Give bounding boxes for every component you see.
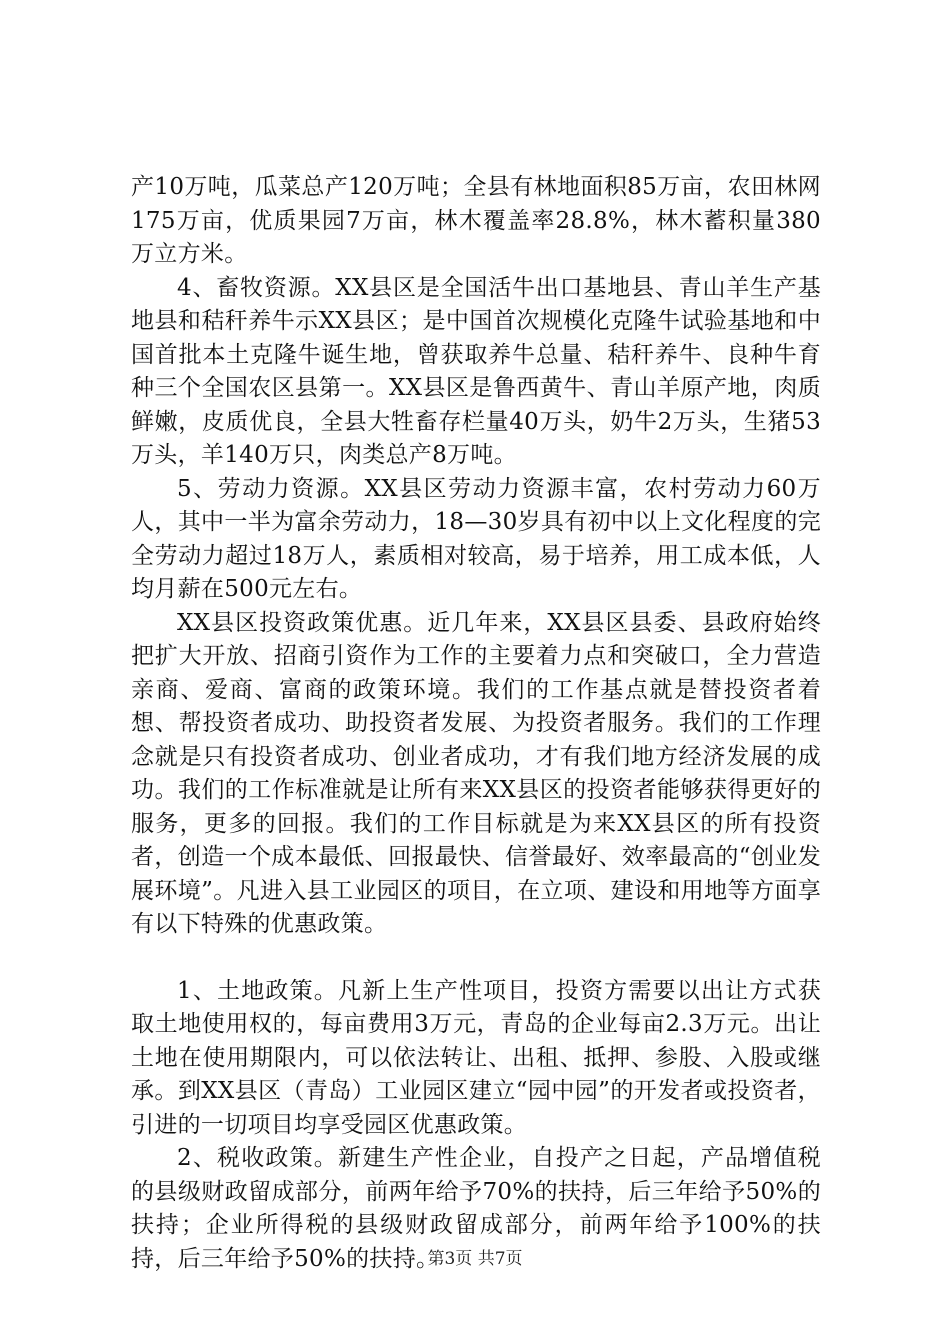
paragraph-investment-policy: XX县区投资政策优惠。近几年来，XX县区县委、县政府始终把扩大开放、招商引资作为工作的主要着力点和突破口，全力营造亲商、爱商、富商的政策环境。我们的工作基点就是替投资者着想、帮投资者成功、助投资者发展、为投资者服务。我们的工作理念就是只有投资者成功、创业者成功，才有我们地方经济发展的成功。我们的工作标准就是让所有来XX县区的投资者能够获得更好的服务，更多的回报。我们的工作目标就是为来XX县区的所有投资者，创造一个成本最低、回报最快、信誉最好、效率最高的“创业发展环境”。凡进入县工业园区的项目，在立项、建设和用地等方面享有以下特殊的优惠政策。 [131,609,821,937]
paragraph-land-policy: 1、土地政策。凡新上生产性项目，投资方需要以出让方式获取土地使用权的，每亩费用3万元，青岛的企业每亩2.3万元。出让土地在使用期限内，可以依法转让、出租、抵押、参股、入股或继承。到XX县区（青岛）工业园区建立“园中园”的开发者或投资者，引进的一切项目均享受园区优惠政策。 [131,977,821,1138]
document-body [131,171,821,1276]
paragraph-forestry-continuation: 产10万吨，瓜菜总产120万吨；全县有林地面积85万亩，农田林网175万亩，优质果园7万亩，林木覆盖率28.8%，林木蓄积量380万立方米。 [131,174,821,267]
page-number-footer: 第3页 共7页 [427,1249,523,1269]
paragraph-tax-policy: 2、税收政策。新建生产性企业，自投产之日起，产品增值税的县级财政留成部分，前两年给予70%的扶持，后三年给予50%的扶持；企业所得税的县级财政留成部分，前两年给予100%的扶持，后三年给予50%的扶持。 [131,1145,821,1272]
paragraph-labor-resources: 5、劳动力资源。XX县区劳动力资源丰富，农村劳动力60万人，其中一半为富余劳动力，18—30岁具有初中以上文化程度的完全劳动力超过18万人，素质相对较高，易于培养，用工成本低，人均月薪在500元左右。 [131,475,821,602]
paragraph-livestock-resources: 4、畜牧资源。XX县区是全国活牛出口基地县、青山羊生产基地县和秸秆养牛示XX县区；是中国首次规模化克隆牛试验基地和中国首批本土克隆牛诞生地，曾获取养牛总量、秸秆养牛、良种牛育种三个全国农区县第一。XX县区是鲁西黄牛、青山羊原产地，肉质鲜嫩，皮质优良，全县大牲畜存栏量40万头，奶牛2万头，生猪53万头，羊140万只，肉类总产8万吨。 [131,274,821,468]
